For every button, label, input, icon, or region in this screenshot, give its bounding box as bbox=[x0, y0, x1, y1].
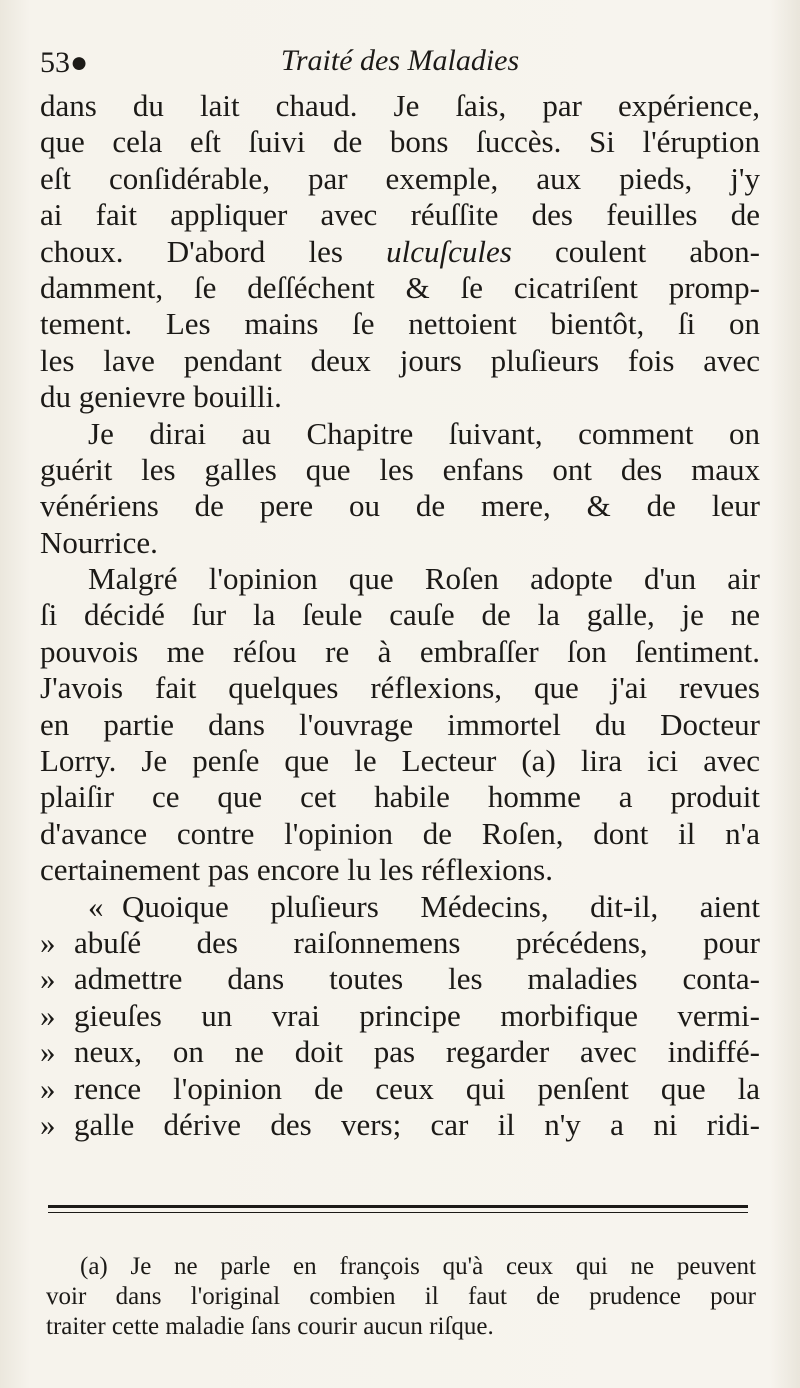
running-title: Traité des Maladies bbox=[280, 44, 520, 77]
text-line: guérit les galles que les enfans ont des maux bbox=[40, 451, 760, 487]
quote-mark: » bbox=[40, 1070, 56, 1106]
quote-line bbox=[40, 889, 760, 925]
text-line: tement. Les mains ſe nettoient bientôt, ſi on bbox=[40, 306, 760, 342]
text-line: J'avois fait quelques réflexions, que j'ai revues bbox=[40, 670, 760, 706]
quote-text: galle dérive des vers; car il n'y a ni ridi- bbox=[74, 1106, 760, 1142]
footnote-rule bbox=[48, 1205, 748, 1208]
text-line: Nourrice. bbox=[40, 524, 158, 560]
quote-text: Quoique pluſieurs Médecins, dit-il, aient bbox=[122, 888, 760, 924]
quote-text: gieuſes un vrai principe morbifique vermi- bbox=[74, 997, 760, 1033]
quote-line bbox=[40, 1034, 760, 1070]
text-line: Malgré l'opinion que Roſen adopte d'un air bbox=[88, 561, 760, 597]
page-number: 53● bbox=[40, 46, 89, 79]
quote-text: rence l'opinion de ceux qui penſent que la bbox=[74, 1070, 760, 1106]
quote-mark: » bbox=[40, 1034, 56, 1070]
quote-text: abuſé des raiſonnemens précédens, pour bbox=[74, 924, 760, 960]
text-line: pouvois me réſou re à embraſſer ſon ſentiment. bbox=[40, 633, 760, 669]
text-line: damment, ſe deſſéchent & ſe cicatriſent promp- bbox=[40, 269, 760, 305]
footnote bbox=[46, 1252, 756, 1342]
text-line: ai fait appliquer avec réuſſite des feuilles de bbox=[40, 197, 760, 233]
text-line: en partie dans l'ouvrage immortel du Docteur bbox=[40, 706, 760, 742]
quote-line bbox=[40, 1071, 760, 1107]
text-line: les lave pendant deux jours pluſieurs fois avec bbox=[40, 342, 760, 378]
quote-mark: » bbox=[40, 924, 56, 960]
body-text bbox=[40, 88, 760, 1143]
text-line: vénériens de pere ou de mere, & de leur bbox=[40, 488, 760, 524]
text-line: plaiſir ce que cet habile homme a produit bbox=[40, 779, 760, 815]
quote-mark: » bbox=[40, 961, 56, 997]
footnote-marker: (a) bbox=[80, 1253, 108, 1280]
quote-line bbox=[40, 1107, 760, 1143]
text-line: eſt conſidérable, par exemple, aux pieds, j'y bbox=[40, 160, 760, 196]
text-line: du genievre bouilli. bbox=[40, 379, 282, 415]
page-header bbox=[40, 44, 760, 88]
footnote-line bbox=[46, 1252, 756, 1282]
text-line: dans du lait chaud. Je ſais, par expérience, bbox=[40, 88, 760, 123]
footnote-line: traiter cette maladie ſans courir aucun riſque. bbox=[46, 1313, 494, 1340]
italic-term: ulcuſcules bbox=[386, 233, 512, 269]
quote-line bbox=[40, 925, 760, 961]
footnote-rule-thin bbox=[48, 1212, 748, 1213]
quote-text: admettre dans toutes les maladies conta- bbox=[74, 961, 760, 997]
footnote-text: Je ne parle en françois qu'à ceux qui ne peuvent bbox=[130, 1253, 756, 1280]
quote-mark: » bbox=[40, 997, 56, 1033]
text-line: certainement pas encore lu les réflexions. bbox=[40, 852, 553, 888]
quote-line bbox=[40, 961, 760, 997]
quote-text: neux, on ne doit pas regarder avec indiffé- bbox=[74, 1034, 760, 1070]
text-line: Lorry. Je penſe que le Lecteur (a) lira ici avec bbox=[40, 743, 760, 779]
text-line: Je dirai au Chapitre ſuivant, comment on bbox=[88, 415, 760, 451]
text-line: que cela eſt ſuivi de bons ſuccès. Si l'éruption bbox=[40, 124, 760, 160]
quote-mark: » bbox=[40, 1106, 56, 1142]
quote-line bbox=[40, 998, 760, 1034]
text-line: d'avance contre l'opinion de Roſen, dont il n'a bbox=[40, 815, 760, 851]
text-line: choux. D'abord les ulcuſcules coulent abon- bbox=[40, 233, 760, 269]
quote-mark: « bbox=[88, 888, 104, 924]
footnote-line: voir dans l'original combien il faut de prudence pour bbox=[46, 1283, 756, 1310]
text-line: ſi décidé ſur la ſeule cauſe de la galle, je ne bbox=[40, 597, 760, 633]
